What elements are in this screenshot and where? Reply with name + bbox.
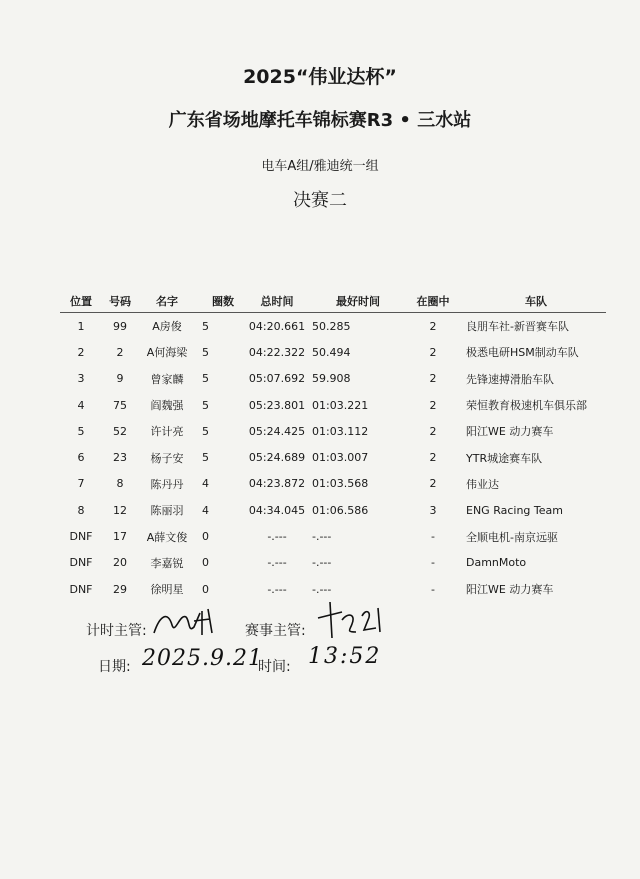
cell-number: 9 bbox=[116, 372, 124, 386]
cell-name: 徐明星 bbox=[150, 583, 184, 597]
cell-best-time: 01:03.112 bbox=[312, 424, 369, 438]
cell-position: 6 bbox=[77, 451, 85, 465]
session-title: 决赛二 bbox=[293, 190, 347, 211]
timing-chief-signature bbox=[150, 603, 220, 643]
col-header-total-time: 总时间 bbox=[260, 295, 294, 308]
cell-team: 阳江WE 动力赛车 bbox=[466, 583, 554, 597]
col-header-in-lap: 在圈中 bbox=[416, 295, 450, 308]
class-title: 电车A组/雅迪统一组 bbox=[261, 159, 379, 174]
cell-team: 伟业达 bbox=[466, 477, 499, 491]
cell-total-time: 04:22.322 bbox=[248, 345, 306, 359]
cell-in-lap: - bbox=[431, 530, 435, 544]
cell-name: 陈丽羽 bbox=[150, 504, 184, 518]
cell-name: 阎魏强 bbox=[150, 399, 184, 413]
cell-best-time: 01:03.221 bbox=[312, 398, 369, 412]
table-row bbox=[60, 366, 606, 392]
cell-position: DNF bbox=[69, 582, 93, 596]
cell-position: 3 bbox=[77, 372, 85, 386]
table-row bbox=[60, 444, 606, 470]
cell-team: 极悉电研HSM制动车队 bbox=[466, 346, 579, 360]
cell-name: 杨子安 bbox=[150, 451, 184, 465]
cell-position: DNF bbox=[69, 530, 93, 544]
table-header-row bbox=[60, 290, 606, 313]
cell-best-time: 01:06.586 bbox=[312, 503, 369, 517]
cell-in-lap: 2 bbox=[429, 319, 437, 333]
cell-number: 23 bbox=[113, 451, 127, 465]
cell-name: A何海梁 bbox=[146, 346, 188, 360]
cell-number: 29 bbox=[113, 582, 127, 596]
race-chief-signature bbox=[312, 598, 392, 642]
cell-total-time: 04:23.872 bbox=[248, 477, 306, 491]
cell-number: 52 bbox=[113, 424, 127, 438]
cell-position: 4 bbox=[77, 398, 85, 412]
table-row bbox=[60, 418, 606, 444]
cell-best-time: 01:03.568 bbox=[312, 477, 369, 491]
cell-laps: 4 bbox=[202, 477, 209, 491]
cell-team: 先锋速搏滑胎车队 bbox=[466, 372, 554, 386]
cell-in-lap: 2 bbox=[429, 372, 437, 386]
cell-team: 阳江WE 动力赛车 bbox=[466, 425, 554, 439]
col-header-best-time: 最好时间 bbox=[336, 295, 380, 308]
cell-position: 1 bbox=[77, 319, 85, 333]
cell-team: 良朋车社-新晋赛车队 bbox=[466, 320, 569, 334]
cell-total-time: 04:34.045 bbox=[248, 503, 306, 517]
cell-name: A薛文俊 bbox=[146, 530, 188, 544]
table-row bbox=[60, 471, 606, 497]
date-value: 2025.9.21 bbox=[142, 646, 263, 671]
cell-in-lap: 2 bbox=[429, 424, 437, 438]
cell-laps: 5 bbox=[202, 372, 209, 386]
cell-total-time: 04:20.661 bbox=[248, 319, 306, 333]
cell-total-time: -.--- bbox=[267, 556, 287, 570]
cell-name: 李嘉锐 bbox=[150, 556, 184, 570]
cell-in-lap: - bbox=[431, 556, 435, 570]
cell-position: DNF bbox=[69, 556, 93, 570]
col-header-name: 名字 bbox=[156, 295, 178, 308]
cell-position: 2 bbox=[77, 345, 85, 359]
col-header-team: 车队 bbox=[525, 295, 547, 308]
table-row bbox=[60, 313, 606, 340]
cell-laps: 5 bbox=[202, 424, 209, 438]
cell-best-time: 59.908 bbox=[312, 372, 351, 386]
table-row bbox=[60, 339, 606, 365]
date-label: 日期: bbox=[98, 659, 131, 675]
cell-team: DamnMoto bbox=[466, 556, 527, 570]
cell-best-time: 01:03.007 bbox=[312, 451, 369, 465]
cell-team: ENG Racing Team bbox=[466, 503, 563, 517]
cell-team: 全顺电机-南京远驱 bbox=[466, 530, 558, 544]
cell-in-lap: 2 bbox=[429, 477, 437, 491]
cell-position: 7 bbox=[77, 477, 85, 491]
table-row bbox=[60, 550, 606, 576]
cell-best-time: -.--- bbox=[312, 582, 332, 596]
cell-number: 99 bbox=[113, 319, 127, 333]
cell-number: 2 bbox=[116, 345, 124, 359]
cell-number: 17 bbox=[113, 530, 127, 544]
time-label: 时间: bbox=[258, 659, 291, 675]
cell-in-lap: - bbox=[431, 582, 435, 596]
event-title: 广东省场地摩托车锦标赛R3 • 三水站 bbox=[168, 110, 472, 131]
cell-laps: 5 bbox=[202, 398, 209, 412]
table-row bbox=[60, 497, 606, 523]
cell-position: 8 bbox=[77, 503, 85, 517]
cell-team: YTR城途赛车队 bbox=[466, 451, 543, 465]
cell-in-lap: 3 bbox=[429, 503, 437, 517]
cell-total-time: -.--- bbox=[267, 582, 287, 596]
results-table bbox=[60, 290, 606, 602]
cell-laps: 0 bbox=[202, 582, 209, 596]
cell-laps: 4 bbox=[202, 503, 209, 517]
results-table-body bbox=[60, 313, 606, 603]
cell-in-lap: 2 bbox=[429, 451, 437, 465]
cup-title: 2025“伟业达杯” bbox=[243, 66, 397, 88]
timing-chief-label: 计时主管: bbox=[86, 623, 147, 639]
time-value: 13:52 bbox=[308, 644, 382, 669]
cell-team: 荣恒教育极速机车俱乐部 bbox=[466, 399, 587, 413]
cell-number: 8 bbox=[116, 477, 124, 491]
col-header-laps: 圈数 bbox=[212, 295, 234, 308]
cell-name: 许计亮 bbox=[150, 425, 184, 439]
cell-laps: 5 bbox=[202, 345, 209, 359]
cell-best-time: 50.494 bbox=[312, 345, 351, 359]
table-row bbox=[60, 392, 606, 418]
cell-best-time: 50.285 bbox=[312, 319, 351, 333]
cell-total-time: 05:23.801 bbox=[248, 398, 306, 412]
cell-laps: 5 bbox=[202, 319, 209, 333]
cell-total-time: 05:24.689 bbox=[248, 451, 306, 465]
cell-name: A房俊 bbox=[152, 320, 182, 334]
race-chief-label: 赛事主管: bbox=[245, 623, 306, 639]
cell-best-time: -.--- bbox=[312, 530, 332, 544]
cell-laps: 0 bbox=[202, 530, 209, 544]
col-header-position: 位置 bbox=[70, 295, 92, 308]
cell-best-time: -.--- bbox=[312, 556, 332, 570]
cell-laps: 5 bbox=[202, 451, 209, 465]
cell-name: 曾家麟 bbox=[150, 372, 184, 386]
cell-total-time: 05:24.425 bbox=[248, 424, 306, 438]
cell-name: 陈丹丹 bbox=[150, 477, 184, 491]
cell-total-time: -.--- bbox=[267, 530, 287, 544]
cell-total-time: 05:07.692 bbox=[248, 372, 306, 386]
cell-number: 12 bbox=[113, 503, 127, 517]
cell-laps: 0 bbox=[202, 556, 209, 570]
cell-number: 75 bbox=[113, 398, 127, 412]
cell-in-lap: 2 bbox=[429, 398, 437, 412]
col-header-number: 号码 bbox=[109, 295, 131, 308]
cell-number: 20 bbox=[113, 556, 127, 570]
cell-in-lap: 2 bbox=[429, 345, 437, 359]
table-row bbox=[60, 523, 606, 549]
cell-position: 5 bbox=[77, 424, 85, 438]
